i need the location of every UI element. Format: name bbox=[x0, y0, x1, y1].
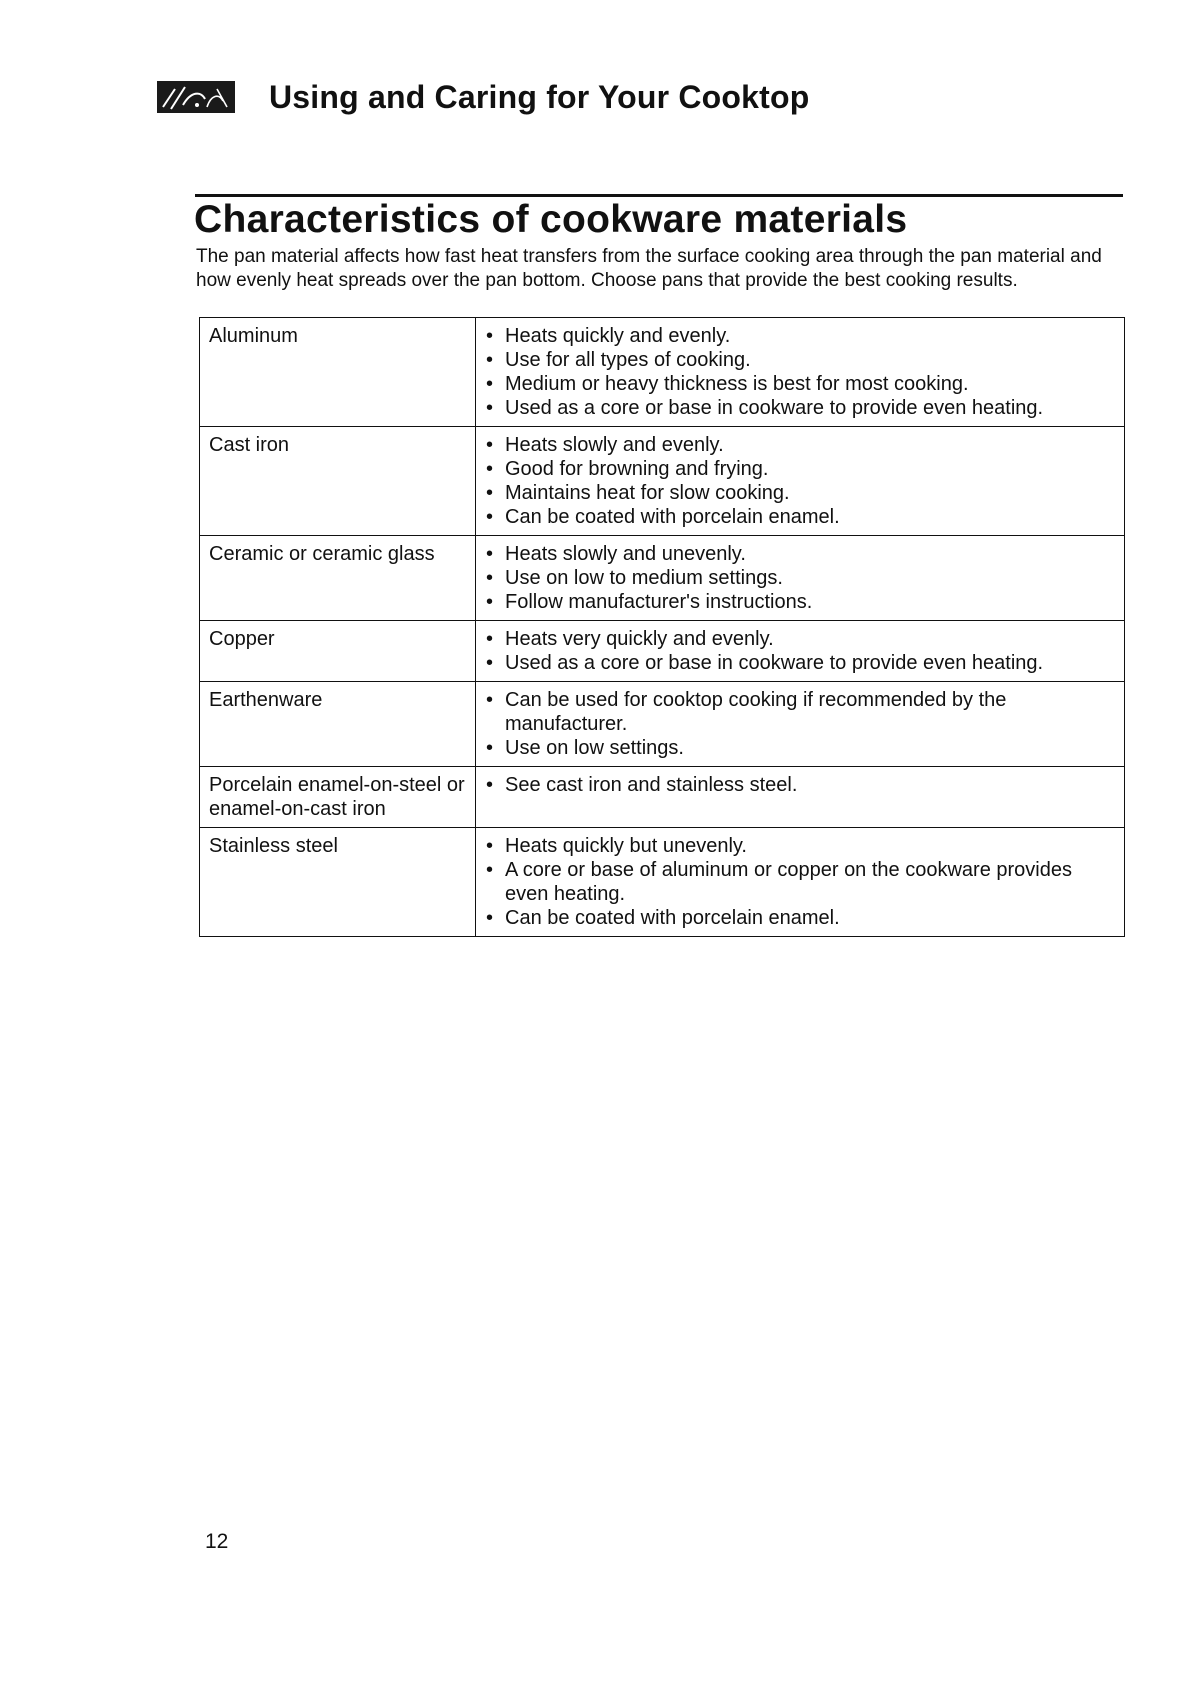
characteristic-text: Heats very quickly and evenly. bbox=[505, 628, 774, 650]
list-item bbox=[485, 348, 1114, 372]
material-name: Cast iron bbox=[200, 427, 476, 536]
decorative-emblem-icon bbox=[157, 81, 235, 113]
table-row bbox=[200, 318, 1125, 427]
characteristic-text: Heats slowly and unevenly. bbox=[505, 543, 746, 565]
list-item bbox=[485, 590, 1114, 614]
material-name: Aluminum bbox=[200, 318, 476, 427]
characteristic-text: See cast iron and stainless steel. bbox=[505, 774, 798, 796]
list-item bbox=[485, 773, 1114, 797]
bullet-icon: • bbox=[486, 543, 494, 565]
bullet-icon: • bbox=[486, 774, 494, 796]
characteristics-list bbox=[485, 688, 1114, 760]
characteristics-list bbox=[485, 542, 1114, 614]
section-divider bbox=[195, 194, 1123, 197]
list-item bbox=[485, 324, 1114, 348]
characteristic-text: Heats quickly and evenly. bbox=[505, 325, 731, 347]
bullet-icon: • bbox=[486, 482, 494, 504]
material-characteristics bbox=[476, 828, 1125, 937]
section-intro: The pan material affects how fast heat transfers from the surface cooking area through the pan material and how evenly heat spreads over the pan bottom. Choose pans that provide the best cooking results. bbox=[196, 246, 1102, 291]
bullet-icon: • bbox=[486, 652, 494, 674]
list-item bbox=[485, 627, 1114, 651]
table-row bbox=[200, 767, 1125, 828]
material-characteristics bbox=[476, 682, 1125, 767]
bullet-icon: • bbox=[486, 628, 494, 650]
characteristics-list bbox=[485, 324, 1114, 420]
characteristic-text: Can be used for cooktop cooking if recommended by the manufacturer. bbox=[505, 689, 1007, 735]
characteristic-text: Use on low settings. bbox=[505, 737, 684, 759]
characteristic-text: Maintains heat for slow cooking. bbox=[505, 482, 790, 504]
bullet-icon: • bbox=[486, 349, 494, 371]
characteristic-text: Can be coated with porcelain enamel. bbox=[505, 907, 840, 929]
list-item bbox=[485, 542, 1114, 566]
list-item bbox=[485, 396, 1114, 420]
list-item bbox=[485, 688, 1114, 736]
characteristic-text: Used as a core or base in cookware to provide even heating. bbox=[505, 397, 1044, 419]
material-name: Copper bbox=[200, 621, 476, 682]
material-name: Porcelain enamel-on-steel or enamel-on-cast iron bbox=[200, 767, 476, 828]
list-item bbox=[485, 906, 1114, 930]
list-item bbox=[485, 566, 1114, 590]
bullet-icon: • bbox=[486, 506, 494, 528]
bullet-icon: • bbox=[486, 859, 494, 881]
bullet-icon: • bbox=[486, 397, 494, 419]
materials-table-body bbox=[200, 318, 1125, 937]
list-item bbox=[485, 651, 1114, 675]
page-number: 12 bbox=[205, 1530, 229, 1553]
characteristic-text: Use for all types of cooking. bbox=[505, 349, 751, 371]
list-item bbox=[485, 372, 1114, 396]
cookware-materials-table bbox=[199, 317, 1125, 937]
bullet-icon: • bbox=[486, 591, 494, 613]
bullet-icon: • bbox=[486, 567, 494, 589]
material-name: Ceramic or ceramic glass bbox=[200, 536, 476, 621]
bullet-icon: • bbox=[486, 689, 494, 711]
characteristics-list bbox=[485, 773, 1114, 797]
bullet-icon: • bbox=[486, 434, 494, 456]
characteristics-list bbox=[485, 627, 1114, 675]
characteristics-list bbox=[485, 433, 1114, 529]
bullet-icon: • bbox=[486, 373, 494, 395]
section-title: Characteristics of cookware materials bbox=[194, 198, 908, 241]
bullet-icon: • bbox=[486, 737, 494, 759]
characteristic-text: A core or base of aluminum or copper on the cookware provides even heating. bbox=[505, 859, 1072, 905]
bullet-icon: • bbox=[486, 835, 494, 857]
list-item bbox=[485, 736, 1114, 760]
table-row bbox=[200, 536, 1125, 621]
bullet-icon: • bbox=[486, 907, 494, 929]
material-characteristics bbox=[476, 621, 1125, 682]
characteristic-text: Good for browning and frying. bbox=[505, 458, 769, 480]
characteristic-text: Heats slowly and evenly. bbox=[505, 434, 724, 456]
characteristic-text: Heats quickly but unevenly. bbox=[505, 835, 747, 857]
characteristic-text: Medium or heavy thickness is best for most cooking. bbox=[505, 373, 969, 395]
header-title: Using and Caring for Your Cooktop bbox=[269, 78, 810, 115]
characteristic-text: Used as a core or base in cookware to provide even heating. bbox=[505, 652, 1044, 674]
list-item bbox=[485, 457, 1114, 481]
table-row bbox=[200, 427, 1125, 536]
characteristic-text: Can be coated with porcelain enamel. bbox=[505, 506, 840, 528]
list-item bbox=[485, 481, 1114, 505]
material-name: Earthenware bbox=[200, 682, 476, 767]
material-name: Stainless steel bbox=[200, 828, 476, 937]
material-characteristics bbox=[476, 536, 1125, 621]
bullet-icon: • bbox=[486, 325, 494, 347]
table-row bbox=[200, 621, 1125, 682]
bullet-icon: • bbox=[486, 458, 494, 480]
characteristics-list bbox=[485, 834, 1114, 930]
table-row bbox=[200, 682, 1125, 767]
characteristic-text: Follow manufacturer's instructions. bbox=[505, 591, 813, 613]
table-row bbox=[200, 828, 1125, 937]
material-characteristics bbox=[476, 318, 1125, 427]
characteristic-text: Use on low to medium settings. bbox=[505, 567, 783, 589]
material-characteristics bbox=[476, 767, 1125, 828]
page-header bbox=[157, 72, 810, 122]
material-characteristics bbox=[476, 427, 1125, 536]
list-item bbox=[485, 858, 1114, 906]
list-item bbox=[485, 834, 1114, 858]
list-item bbox=[485, 433, 1114, 457]
list-item bbox=[485, 505, 1114, 529]
